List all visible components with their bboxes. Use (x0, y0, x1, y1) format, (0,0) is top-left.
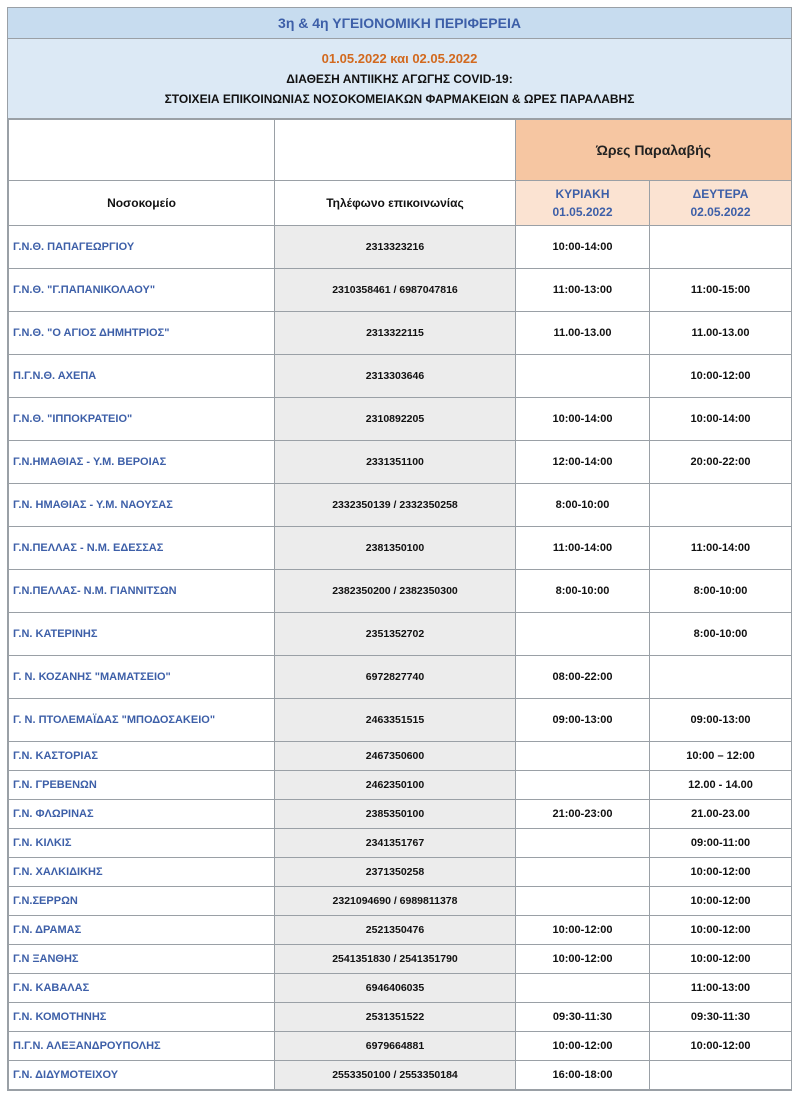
monday-hours: 8:00-10:00 (650, 613, 792, 656)
monday-hours: 21.00-23.00 (650, 800, 792, 829)
table-row (9, 656, 792, 699)
monday-hours: 09:00-11:00 (650, 829, 792, 858)
hospital-name: Π.Γ.Ν.Θ. ΑΧΕΠΑ (9, 355, 275, 398)
phone-number: 2541351830 / 2541351790 (275, 945, 516, 974)
table-row (9, 570, 792, 613)
phone-number: 2463351515 (275, 699, 516, 742)
hospital-name: Γ.Ν. ΚΑΤΕΡΙΝΗΣ (9, 613, 275, 656)
table-row (9, 355, 792, 398)
phone-number: 6979664881 (275, 1032, 516, 1061)
monday-hours: 10:00-12:00 (650, 887, 792, 916)
sunday-hours (516, 742, 650, 771)
phone-number: 2553350100 / 2553350184 (275, 1061, 516, 1090)
sunday-date: 01.05.2022 (552, 205, 613, 219)
monday-hours (650, 656, 792, 699)
sunday-hours: 16:00-18:00 (516, 1061, 650, 1090)
table-body (9, 226, 792, 1090)
sunday-hours (516, 355, 650, 398)
monday-hours: 11:00-14:00 (650, 527, 792, 570)
table-row (9, 527, 792, 570)
sunday-hours: 10:00-14:00 (516, 226, 650, 269)
table-row (9, 771, 792, 800)
monday-date: 02.05.2022 (690, 205, 751, 219)
sunday-hours: 10:00-12:00 (516, 916, 650, 945)
table-row (9, 613, 792, 656)
sunday-hours (516, 887, 650, 916)
phone-number: 2462350100 (275, 771, 516, 800)
monday-hours: 10:00-12:00 (650, 858, 792, 887)
hospital-name: Γ.Ν. ΚΙΛΚΙΣ (9, 829, 275, 858)
hospital-name: Γ.Ν.Θ. "Γ.ΠΑΠΑΝΙΚΟΛΑΟΥ" (9, 269, 275, 312)
sunday-hours (516, 974, 650, 1003)
phone-number: 2332350139 / 2332350258 (275, 484, 516, 527)
monday-hours (650, 226, 792, 269)
date-range: 01.05.2022 και 02.05.2022 (321, 51, 478, 66)
table-row (9, 858, 792, 887)
monday-hours: 12.00 - 14.00 (650, 771, 792, 800)
hospital-name: Γ.Ν. ΓΡΕΒΕΝΩΝ (9, 771, 275, 800)
hospital-name: Γ.Ν.Θ. "ΙΠΠΟΚΡΑΤΕΙΟ" (9, 398, 275, 441)
sunday-day: ΚΥΡΙΑΚΗ (555, 187, 610, 201)
sunday-hours: 10:00-12:00 (516, 1032, 650, 1061)
phone-number: 6972827740 (275, 656, 516, 699)
monday-hours: 10:00-14:00 (650, 398, 792, 441)
sunday-hours (516, 829, 650, 858)
phone-number: 2313322115 (275, 312, 516, 355)
phone-number: 2313303646 (275, 355, 516, 398)
sunday-hours: 11:00-13:00 (516, 269, 650, 312)
hospital-name: Γ.Ν ΞΑΝΘΗΣ (9, 945, 275, 974)
pharmacy-hours-table (8, 119, 792, 1090)
phone-number: 2331351100 (275, 441, 516, 484)
phone-column-header: Τηλέφωνο επικοινωνίας (275, 181, 516, 226)
subtitle-line-1: ΔΙΑΘΕΣΗ ΑΝΤΙΙΚΗΣ ΑΓΩΓΗΣ COVID-19: (286, 72, 513, 86)
monday-hours: 10:00-12:00 (650, 945, 792, 974)
sunday-hours: 08:00-22:00 (516, 656, 650, 699)
hospital-name: Γ.Ν. ΔΡΑΜΑΣ (9, 916, 275, 945)
subtitle-line-2: ΣΤΟΙΧΕΙΑ ΕΠΙΚΟΙΝΩΝΙΑΣ ΝΟΣΟΚΟΜΕΙΑΚΩΝ ΦΑΡΜΑΚΕΙΩΝ & ΩΡΕΣ ΠΑΡΑΛΑΒΗΣ (164, 92, 635, 106)
sunday-hours (516, 613, 650, 656)
table-row (9, 1003, 792, 1032)
hospital-name: Γ.Ν.ΠΕΛΛΑΣ - Ν.Μ. ΕΔΕΣΣΑΣ (9, 527, 275, 570)
monday-hours: 20:00-22:00 (650, 441, 792, 484)
table-row (9, 800, 792, 829)
monday-hours: 10:00-12:00 (650, 916, 792, 945)
phone-number: 2385350100 (275, 800, 516, 829)
monday-hours: 10:00-12:00 (650, 355, 792, 398)
monday-hours: 11:00-15:00 (650, 269, 792, 312)
hospital-name: Γ.Ν.Θ. ΠΑΠΑΓΕΩΡΓΙΟΥ (9, 226, 275, 269)
monday-column-header (650, 181, 792, 226)
table-row (9, 398, 792, 441)
hospital-name: Γ.Ν. ΦΛΩΡΙΝΑΣ (9, 800, 275, 829)
hospital-name: Γ. Ν. ΚΟΖΑΝΗΣ "ΜΑΜΑΤΣΕΙΟ" (9, 656, 275, 699)
monday-hours: 09:30-11:30 (650, 1003, 792, 1032)
hospital-name: Γ.Ν. ΚΑΒΑΛΑΣ (9, 974, 275, 1003)
schedule-sheet (7, 7, 792, 1091)
sunday-hours: 10:00-14:00 (516, 398, 650, 441)
table-row (9, 1061, 792, 1090)
table-row (9, 945, 792, 974)
sunday-column-header (516, 181, 650, 226)
hospital-name: Γ.Ν. ΔΙΔΥΜΟΤΕΙΧΟΥ (9, 1061, 275, 1090)
hospital-name: Γ.Ν.ΠΕΛΛΑΣ- Ν.Μ. ΓΙΑΝΝΙΤΣΩΝ (9, 570, 275, 613)
table-row (9, 484, 792, 527)
phone-number: 2310892205 (275, 398, 516, 441)
monday-hours: 10:00 – 12:00 (650, 742, 792, 771)
phone-number: 2467350600 (275, 742, 516, 771)
monday-hours: 09:00-13:00 (650, 699, 792, 742)
phone-number: 2310358461 / 6987047816 (275, 269, 516, 312)
sunday-hours: 09:30-11:30 (516, 1003, 650, 1032)
table-row (9, 699, 792, 742)
monday-hours (650, 484, 792, 527)
table-row (9, 269, 792, 312)
phone-number: 2531351522 (275, 1003, 516, 1032)
sunday-hours: 21:00-23:00 (516, 800, 650, 829)
region-title: 3η & 4η ΥΓΕΙΟΝΟΜΙΚΗ ΠΕΡΙΦΕΡΕΙΑ (8, 8, 791, 39)
hospital-name: Π.Γ.Ν. ΑΛΕΞΑΝΔΡΟΥΠΟΛΗΣ (9, 1032, 275, 1061)
hospital-name: Γ.Ν.ΗΜΑΘΙΑΣ - Υ.Μ. ΒΕΡΟΙΑΣ (9, 441, 275, 484)
monday-hours: 10:00-12:00 (650, 1032, 792, 1061)
sunday-hours: 12:00-14:00 (516, 441, 650, 484)
phone-number: 2321094690 / 6989811378 (275, 887, 516, 916)
table-row (9, 887, 792, 916)
sunday-hours: 11:00-14:00 (516, 527, 650, 570)
monday-hours: 8:00-10:00 (650, 570, 792, 613)
sunday-hours (516, 771, 650, 800)
table-row (9, 916, 792, 945)
table-row (9, 1032, 792, 1061)
table-row (9, 226, 792, 269)
monday-hours: 11:00-13:00 (650, 974, 792, 1003)
phone-number: 2371350258 (275, 858, 516, 887)
table-row (9, 829, 792, 858)
monday-hours (650, 1061, 792, 1090)
table-row (9, 441, 792, 484)
monday-day: ΔΕΥΤΕΡΑ (692, 187, 749, 201)
sunday-hours: 09:00-13:00 (516, 699, 650, 742)
hospital-name: Γ.Ν. ΧΑΛΚΙΔΙΚΗΣ (9, 858, 275, 887)
blank-header-cell (275, 120, 516, 181)
pickup-hours-header: Ώρες Παραλαβής (516, 120, 792, 181)
sunday-hours: 8:00-10:00 (516, 484, 650, 527)
hospital-name: Γ.Ν.Θ. "Ο ΑΓΙΟΣ ΔΗΜΗΤΡΙΟΣ" (9, 312, 275, 355)
sunday-hours: 11.00-13.00 (516, 312, 650, 355)
sunday-hours: 10:00-12:00 (516, 945, 650, 974)
blank-header-cell (9, 120, 275, 181)
hospital-column-header: Νοσοκομείο (9, 181, 275, 226)
table-row (9, 742, 792, 771)
hospital-name: Γ.Ν. ΗΜΑΘΙΑΣ - Υ.Μ. ΝΑΟΥΣΑΣ (9, 484, 275, 527)
phone-number: 2521350476 (275, 916, 516, 945)
phone-number: 2341351767 (275, 829, 516, 858)
sunday-hours (516, 858, 650, 887)
subtitle-block (8, 39, 791, 119)
phone-number: 2382350200 / 2382350300 (275, 570, 516, 613)
hospital-name: Γ.Ν.ΣΕΡΡΩΝ (9, 887, 275, 916)
phone-number: 2351352702 (275, 613, 516, 656)
phone-number: 2381350100 (275, 527, 516, 570)
monday-hours: 11.00-13.00 (650, 312, 792, 355)
table-row (9, 312, 792, 355)
phone-number: 6946406035 (275, 974, 516, 1003)
hospital-name: Γ.Ν. ΚΑΣΤΟΡΙΑΣ (9, 742, 275, 771)
hospital-name: Γ.Ν. ΚΟΜΟΤΗΝΗΣ (9, 1003, 275, 1032)
table-row (9, 974, 792, 1003)
phone-number: 2313323216 (275, 226, 516, 269)
sunday-hours: 8:00-10:00 (516, 570, 650, 613)
hospital-name: Γ. Ν. ΠΤΟΛΕΜΑΪΔΑΣ "ΜΠΟΔΟΣΑΚΕΙΟ" (9, 699, 275, 742)
